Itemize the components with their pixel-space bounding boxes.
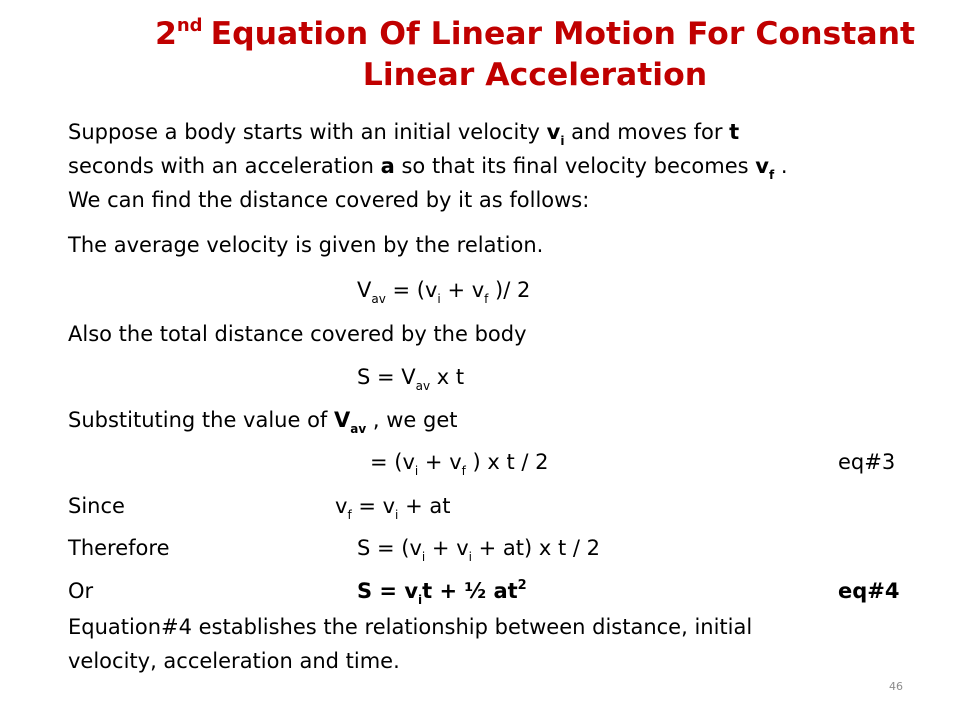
eq-part: )/ 2 xyxy=(488,278,531,302)
eq-part: + at xyxy=(398,494,451,518)
eq-part: = v xyxy=(351,494,396,518)
substitution-sentence xyxy=(68,408,458,436)
eq-part: t + ½ at xyxy=(422,579,518,603)
eq-part: S = (v xyxy=(357,536,422,560)
page-number: 46 xyxy=(889,680,903,693)
equation-3 xyxy=(370,450,549,478)
subscript: f xyxy=(347,508,352,522)
symbol-a: a xyxy=(380,154,395,178)
slide-title-line-1 xyxy=(0,14,960,55)
distance-sentence: Also the total distance covered by the body xyxy=(68,322,527,346)
subscript: i xyxy=(395,508,399,522)
slide-title xyxy=(0,14,960,96)
title-ordinal: 2 xyxy=(154,16,177,52)
intro-text: so that its final velocity becomes xyxy=(394,154,756,178)
eq-part: V xyxy=(357,278,372,302)
subscript: f xyxy=(768,168,775,182)
subscript: f xyxy=(484,292,489,306)
conclusion-line-1: Equation#4 establishes the relationship between distance, initial xyxy=(68,615,753,639)
eq-part: = (v xyxy=(370,450,415,474)
intro-text: Suppose a body starts with an initial velocity xyxy=(68,120,547,144)
symbol-v-av: V xyxy=(334,408,351,432)
symbol-t: t xyxy=(729,120,740,144)
symbol-v: v xyxy=(546,120,561,144)
eq-part: + at) x t / 2 xyxy=(471,536,601,560)
equation-4 xyxy=(357,578,527,607)
equation-distance xyxy=(357,365,465,393)
equation-average-velocity xyxy=(357,278,531,306)
eq-part: S = V xyxy=(357,365,416,389)
slide-title-line-2: Linear Acceleration xyxy=(362,56,708,93)
eq-part: S = v xyxy=(357,579,419,603)
eq-part: + v xyxy=(425,536,469,560)
eq-part: ) x t / 2 xyxy=(465,450,549,474)
therefore-label: Therefore xyxy=(68,536,170,560)
subscript: f xyxy=(461,464,466,478)
therefore-equation xyxy=(357,536,601,564)
intro-text: and moves for xyxy=(564,120,730,144)
symbol-v: v xyxy=(755,154,769,178)
subscript: i xyxy=(437,292,441,306)
equation-3-tag: eq#3 xyxy=(838,450,896,474)
title-line-1-text: Equation Of Linear Motion For Constant xyxy=(210,16,916,52)
subscript: i xyxy=(560,134,565,148)
title-ordinal-suffix: nd xyxy=(176,15,203,36)
eq-part: + v xyxy=(440,278,485,302)
intro-text: . xyxy=(774,154,788,178)
since-equation xyxy=(335,494,451,522)
conclusion-line-2: velocity, acceleration and time. xyxy=(68,649,400,673)
since-label: Since xyxy=(68,494,125,518)
subscript: av xyxy=(415,379,431,393)
text: , we get xyxy=(366,408,458,432)
eq-part: v xyxy=(335,494,348,518)
or-label: Or xyxy=(68,579,94,603)
superscript: 2 xyxy=(517,578,527,593)
eq-part: + v xyxy=(418,450,462,474)
equation-4-tag: eq#4 xyxy=(838,579,900,603)
subscript: av xyxy=(350,422,367,436)
avg-sentence: The average velocity is given by the relation. xyxy=(68,233,544,257)
eq-part: x t xyxy=(430,365,465,389)
subscript: i xyxy=(468,550,472,564)
eq-part: = (v xyxy=(385,278,438,302)
intro-text: seconds with an acceleration xyxy=(68,154,381,178)
intro-line-3: We can find the distance covered by it as follows: xyxy=(68,188,590,212)
intro-line-1 xyxy=(68,120,740,148)
subscript: i xyxy=(414,464,419,478)
text: Substituting the value of xyxy=(68,408,334,432)
subscript: i xyxy=(421,550,426,564)
subscript: av xyxy=(371,292,386,306)
subscript: i xyxy=(418,593,423,607)
intro-line-2 xyxy=(68,154,788,182)
